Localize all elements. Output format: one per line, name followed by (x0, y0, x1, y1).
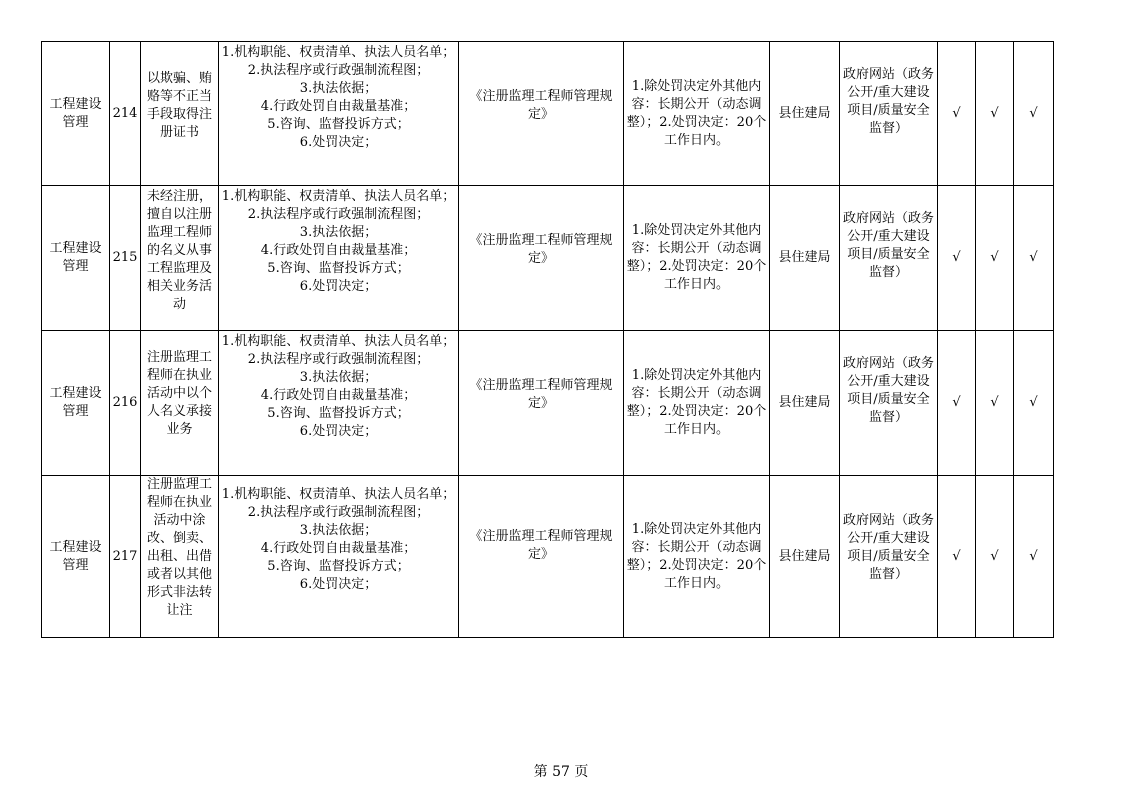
info-item: 5.咨询、监督投诉方式； (267, 559, 410, 574)
info-item: 3.执法依据； (299, 225, 378, 240)
info-item: 1.机构职能、权责清单、执法人员名单； (221, 487, 456, 502)
content-cell: 1.除处罚决定外其他内容：长期公开（动态调整）；2.处罚决定：20个工作日内。 (624, 186, 770, 331)
agency-cell: 县住建局 (770, 476, 840, 638)
info-items-cell (219, 42, 459, 186)
info-item: 6.处罚决定； (299, 577, 378, 592)
content-cell: 1.除处罚决定外其他内容：长期公开（动态调整）；2.处罚决定：20个工作日内。 (624, 476, 770, 638)
info-item: 2.执法程序或行政强制流程图； (247, 505, 430, 520)
number-cell: 215 (110, 186, 141, 331)
info-item: 4.行政处罚自由裁量基准； (260, 388, 417, 403)
basis-cell: 《注册监理工程师管理规定》 (459, 476, 624, 638)
violation-cell: 以欺骗、贿赂等不正当手段取得注册证书 (141, 42, 219, 186)
info-item: 6.处罚决定； (299, 135, 378, 150)
agency-cell: 县住建局 (770, 186, 840, 331)
info-items-cell (219, 186, 459, 331)
disclosure-table (41, 41, 1054, 638)
check-mark: √ (976, 476, 1014, 638)
category-cell: 工程建设管理 (42, 186, 110, 331)
check-mark: √ (976, 42, 1014, 186)
content-cell: 1.除处罚决定外其他内容：长期公开（动态调整）；2.处罚决定：20个工作日内。 (624, 42, 770, 186)
info-item: 3.执法依据； (299, 370, 378, 385)
info-item: 2.执法程序或行政强制流程图； (247, 352, 430, 367)
number-cell: 214 (110, 42, 141, 186)
category-cell: 工程建设管理 (42, 476, 110, 638)
violation-cell: 注册监理工程师在执业活动中以个人名义承接业务 (141, 331, 219, 476)
info-item: 4.行政处罚自由裁量基准； (260, 99, 417, 114)
check-mark: √ (938, 186, 976, 331)
channel-cell: 政府网站（政务公开/重大建设项目/质量安全监督） (840, 476, 938, 638)
info-items-cell (219, 331, 459, 476)
page-number: 第 57 页 (533, 764, 589, 780)
info-items-cell (219, 476, 459, 638)
info-item: 5.咨询、监督投诉方式； (267, 261, 410, 276)
info-item: 5.咨询、监督投诉方式； (267, 117, 410, 132)
number-cell: 216 (110, 331, 141, 476)
channel-cell: 政府网站（政务公开/重大建设项目/质量安全监督） (840, 42, 938, 186)
basis-cell: 《注册监理工程师管理规定》 (459, 42, 624, 186)
channel-cell: 政府网站（政务公开/重大建设项目/质量安全监督） (840, 186, 938, 331)
check-mark: √ (938, 331, 976, 476)
check-mark: √ (976, 186, 1014, 331)
check-mark: √ (1014, 42, 1054, 186)
table-row (42, 476, 1054, 638)
agency-cell: 县住建局 (770, 42, 840, 186)
check-mark: √ (1014, 476, 1054, 638)
info-item: 3.执法依据； (299, 81, 378, 96)
info-item: 3.执法依据； (299, 523, 378, 538)
basis-cell: 《注册监理工程师管理规定》 (459, 331, 624, 476)
info-item: 1.机构职能、权责清单、执法人员名单； (221, 45, 456, 60)
table-row (42, 42, 1054, 186)
info-item: 2.执法程序或行政强制流程图； (247, 63, 430, 78)
check-mark: √ (976, 331, 1014, 476)
info-item: 5.咨询、监督投诉方式； (267, 406, 410, 421)
info-item: 4.行政处罚自由裁量基准； (260, 243, 417, 258)
category-cell: 工程建设管理 (42, 42, 110, 186)
info-item: 1.机构职能、权责清单、执法人员名单； (221, 189, 456, 204)
number-cell: 217 (110, 476, 141, 638)
basis-cell: 《注册监理工程师管理规定》 (459, 186, 624, 331)
info-item: 2.执法程序或行政强制流程图； (247, 207, 430, 222)
check-mark: √ (1014, 186, 1054, 331)
check-mark: √ (1014, 331, 1054, 476)
channel-cell: 政府网站（政务公开/重大建设项目/质量安全监督） (840, 331, 938, 476)
violation-cell: 未经注册，擅自以注册监理工程师的名义从事工程监理及相关业务活动 (141, 186, 219, 331)
check-mark: √ (938, 42, 976, 186)
agency-cell: 县住建局 (770, 331, 840, 476)
table-row (42, 331, 1054, 476)
info-item: 6.处罚决定； (299, 279, 378, 294)
info-item: 6.处罚决定； (299, 424, 378, 439)
info-item: 1.机构职能、权责清单、执法人员名单； (221, 334, 456, 349)
content-cell: 1.除处罚决定外其他内容：长期公开（动态调整）；2.处罚决定：20个工作日内。 (624, 331, 770, 476)
violation-cell: 注册监理工程师在执业活动中涂改、倒卖、出租、出借或者以其他形式非法转让注 (141, 476, 219, 638)
info-item: 4.行政处罚自由裁量基准； (260, 541, 417, 556)
table-body (42, 42, 1054, 638)
check-mark: √ (938, 476, 976, 638)
category-cell: 工程建设管理 (42, 331, 110, 476)
table-row (42, 186, 1054, 331)
